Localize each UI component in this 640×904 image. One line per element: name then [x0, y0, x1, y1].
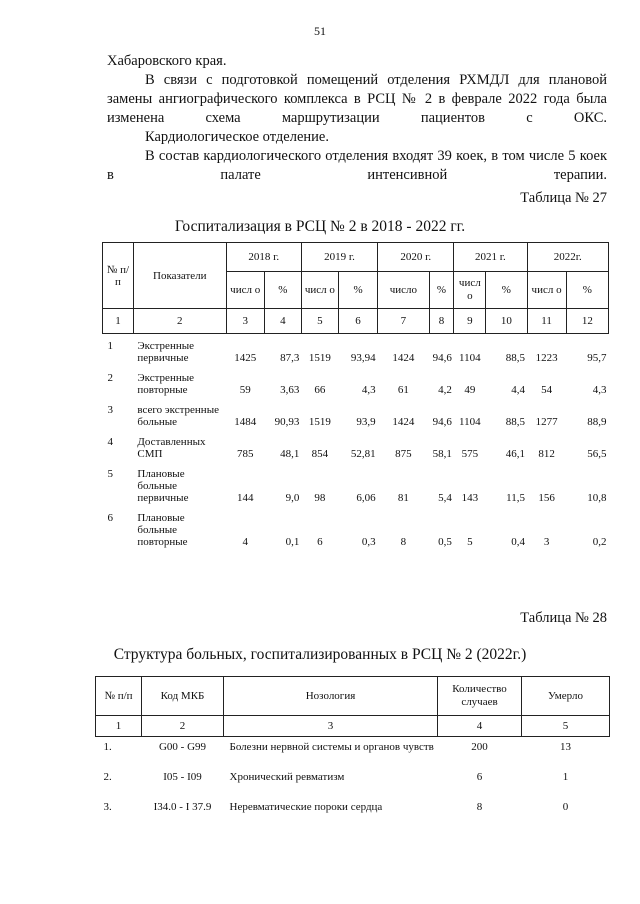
percent-cell: 88,5	[505, 416, 525, 428]
table-28-title: Структура больных, госпитализированных в РСЦ № 2 (2022г.)	[113, 646, 527, 663]
header-cell: № п/п	[96, 677, 142, 716]
table-28	[95, 676, 610, 827]
row-indicator: Доставленных СМП	[137, 436, 206, 460]
page-number: 51	[314, 24, 326, 38]
row-indicator: Плановые больные первичные	[137, 468, 189, 504]
count-cell: 812	[538, 448, 555, 460]
cases-count: 6	[476, 771, 483, 783]
count-cell: 1519	[308, 416, 331, 428]
header-pct: %	[338, 272, 377, 309]
percent-cell: 0,1	[285, 536, 300, 548]
header-year-2020: 2020 г.	[378, 243, 454, 272]
count-cell: 1424	[392, 416, 415, 428]
row-number: 2.	[103, 771, 112, 783]
percent-cell: 56,5	[587, 448, 607, 460]
table-row	[103, 506, 609, 550]
paragraph-4: В состав кардиологического отделения входят 39 коек, в том числе 5 коек в палате интенсивной терапии.	[107, 148, 607, 183]
header-count: число	[378, 272, 430, 309]
count-cell: 1277	[535, 416, 558, 428]
count-cell: 785	[236, 448, 254, 460]
row-number: 3.	[103, 801, 112, 813]
row-number: 6	[107, 512, 113, 524]
percent-cell: 10,8	[587, 492, 607, 504]
row-number: 5	[107, 468, 113, 480]
column-number: 5	[301, 309, 338, 334]
count-cell: 1223	[535, 352, 558, 364]
column-number: 5	[522, 716, 610, 737]
cases-count: 200	[471, 741, 488, 753]
column-number: 11	[527, 309, 566, 334]
column-number: 3	[224, 716, 438, 737]
percent-cell: 11,5	[506, 492, 525, 504]
nosology: Неревматические пороки сердца	[229, 801, 383, 813]
percent-cell: 4,2	[438, 384, 452, 396]
row-indicator: Плановые больные повторные	[137, 512, 188, 548]
row-number: 1	[107, 340, 113, 352]
header-cell: Количество случаев	[438, 677, 522, 716]
percent-cell: 46,1	[505, 448, 525, 460]
count-cell: 854	[311, 448, 329, 460]
row-number: 1.	[103, 741, 112, 753]
percent-cell: 4,3	[361, 384, 376, 396]
percent-cell: 0,5	[438, 536, 452, 548]
column-number: 6	[338, 309, 377, 334]
count-cell: 54	[541, 384, 553, 396]
table-row	[103, 334, 609, 367]
icd-code: I05 - I09	[163, 771, 202, 783]
percent-cell: 5,4	[438, 492, 452, 504]
row-indicator: Экстренные первичные	[137, 340, 194, 364]
count-cell: 1484	[234, 416, 257, 428]
column-number: 9	[454, 309, 486, 334]
percent-cell: 0,3	[361, 536, 376, 548]
nosology: Хронический ревматизм	[229, 771, 345, 783]
percent-cell: 93,94	[350, 352, 376, 364]
count-cell: 575	[461, 448, 479, 460]
table-row	[103, 462, 609, 506]
count-cell: 1425	[234, 352, 257, 364]
percent-cell: 52,81	[350, 448, 376, 460]
count-cell: 8	[400, 536, 407, 548]
percent-cell: 88,9	[587, 416, 607, 428]
percent-cell: 4,4	[511, 384, 525, 396]
column-number: 12	[566, 309, 608, 334]
count-cell: 143	[461, 492, 479, 504]
percent-cell: 88,5	[505, 352, 525, 364]
count-cell: 61	[397, 384, 409, 396]
icd-code: I34.0 - I 37.9	[153, 801, 212, 813]
percent-cell: 0,2	[592, 536, 607, 548]
column-number: 1	[96, 716, 142, 737]
header-year-2018: 2018 г.	[226, 243, 301, 272]
table-27	[102, 242, 609, 550]
header-cell: Нозология	[224, 677, 438, 716]
table-row	[96, 797, 610, 827]
count-cell: 59	[239, 384, 251, 396]
header-num: № п/п	[103, 243, 134, 309]
count-cell: 49	[464, 384, 476, 396]
row-number: 4	[107, 436, 113, 448]
column-number: 7	[378, 309, 430, 334]
count-cell: 156	[538, 492, 555, 504]
count-cell: 1519	[308, 352, 331, 364]
nosology: Болезни нервной системы и органов чувств	[229, 741, 434, 753]
deaths-count: 13	[560, 741, 571, 753]
column-number: 3	[226, 309, 264, 334]
column-number: 2	[142, 716, 224, 737]
header-pct: %	[566, 272, 608, 309]
table-28-caption: Таблица № 28	[520, 610, 607, 626]
table-row	[96, 737, 610, 768]
column-number: 4	[438, 716, 522, 737]
column-number: 1	[103, 309, 134, 334]
percent-cell: 93,9	[356, 416, 376, 428]
header-count: числ о	[527, 272, 566, 309]
percent-cell: 9,0	[285, 492, 300, 504]
percent-cell: 3,63	[280, 384, 300, 396]
column-number: 2	[133, 309, 226, 334]
deaths-count: 1	[562, 771, 569, 783]
count-cell: 875	[395, 448, 412, 460]
percent-cell: 48,1	[280, 448, 300, 460]
count-cell: 1104	[459, 416, 481, 428]
table-row	[103, 366, 609, 398]
paragraph-2	[107, 71, 607, 128]
header-pct: %	[429, 272, 454, 309]
percent-cell: 58,1	[432, 448, 452, 460]
cases-count: 8	[476, 801, 483, 813]
percent-cell: 0,4	[511, 536, 525, 548]
count-cell: 1424	[392, 352, 415, 364]
header-year-2019: 2019 г.	[301, 243, 377, 272]
header-year-2021: 2021 г.	[454, 243, 527, 272]
paragraph-2-text: В связи с подготовкой помещений отделения РХМДЛ для плановой замены ангиографического комплекса в РСЦ № 2 в феврале 2022 года была изменена схема маршрутизации пациентов с ОКС.	[107, 72, 607, 126]
count-cell: 1104	[459, 352, 481, 364]
count-cell: 81	[397, 492, 409, 504]
paragraph-3: Кардиологическое отделение.	[145, 129, 329, 145]
table-row	[96, 767, 610, 797]
percent-cell: 90,93	[274, 416, 300, 428]
percent-cell: 94,6	[432, 352, 452, 364]
count-cell: 98	[314, 492, 326, 504]
header-pct: %	[264, 272, 301, 309]
percent-cell: 87,3	[280, 352, 300, 364]
row-number: 3	[107, 404, 113, 416]
table-27-caption: Таблица № 27	[520, 190, 607, 206]
row-indicator: Экстренные повторные	[137, 372, 194, 396]
percent-cell: 4,3	[592, 384, 607, 396]
percent-cell: 6,06	[356, 492, 376, 504]
count-cell: 6	[317, 536, 323, 548]
paragraph-1: Хабаровского края.	[107, 53, 227, 69]
table-row	[103, 430, 609, 462]
column-number: 10	[486, 309, 527, 334]
row-indicator: всего экстренные больные	[137, 404, 219, 428]
column-number: 8	[429, 309, 454, 334]
count-cell: 4	[242, 536, 248, 548]
header-pct: %	[486, 272, 527, 309]
icd-code: G00 - G99	[158, 741, 207, 753]
column-number: 4	[264, 309, 301, 334]
table-row	[103, 398, 609, 430]
count-cell: 5	[467, 536, 473, 548]
header-indicator: Показатели	[133, 243, 226, 309]
percent-cell: 95,7	[587, 352, 607, 364]
row-number: 2	[107, 372, 113, 384]
header-count: числ о	[454, 272, 486, 309]
header-cell: Умерло	[522, 677, 610, 716]
header-count: числ о	[226, 272, 264, 309]
percent-cell: 94,6	[432, 416, 452, 428]
count-cell: 66	[314, 384, 326, 396]
header-count: числ о	[301, 272, 338, 309]
count-cell: 3	[543, 536, 550, 548]
deaths-count: 0	[562, 801, 569, 813]
table-27-title: Госпитализация в РСЦ № 2 в 2018 - 2022 гг.	[174, 218, 466, 235]
header-year-2022: 2022г.	[527, 243, 609, 272]
header-cell: Код МКБ	[142, 677, 224, 716]
count-cell: 144	[236, 492, 254, 504]
